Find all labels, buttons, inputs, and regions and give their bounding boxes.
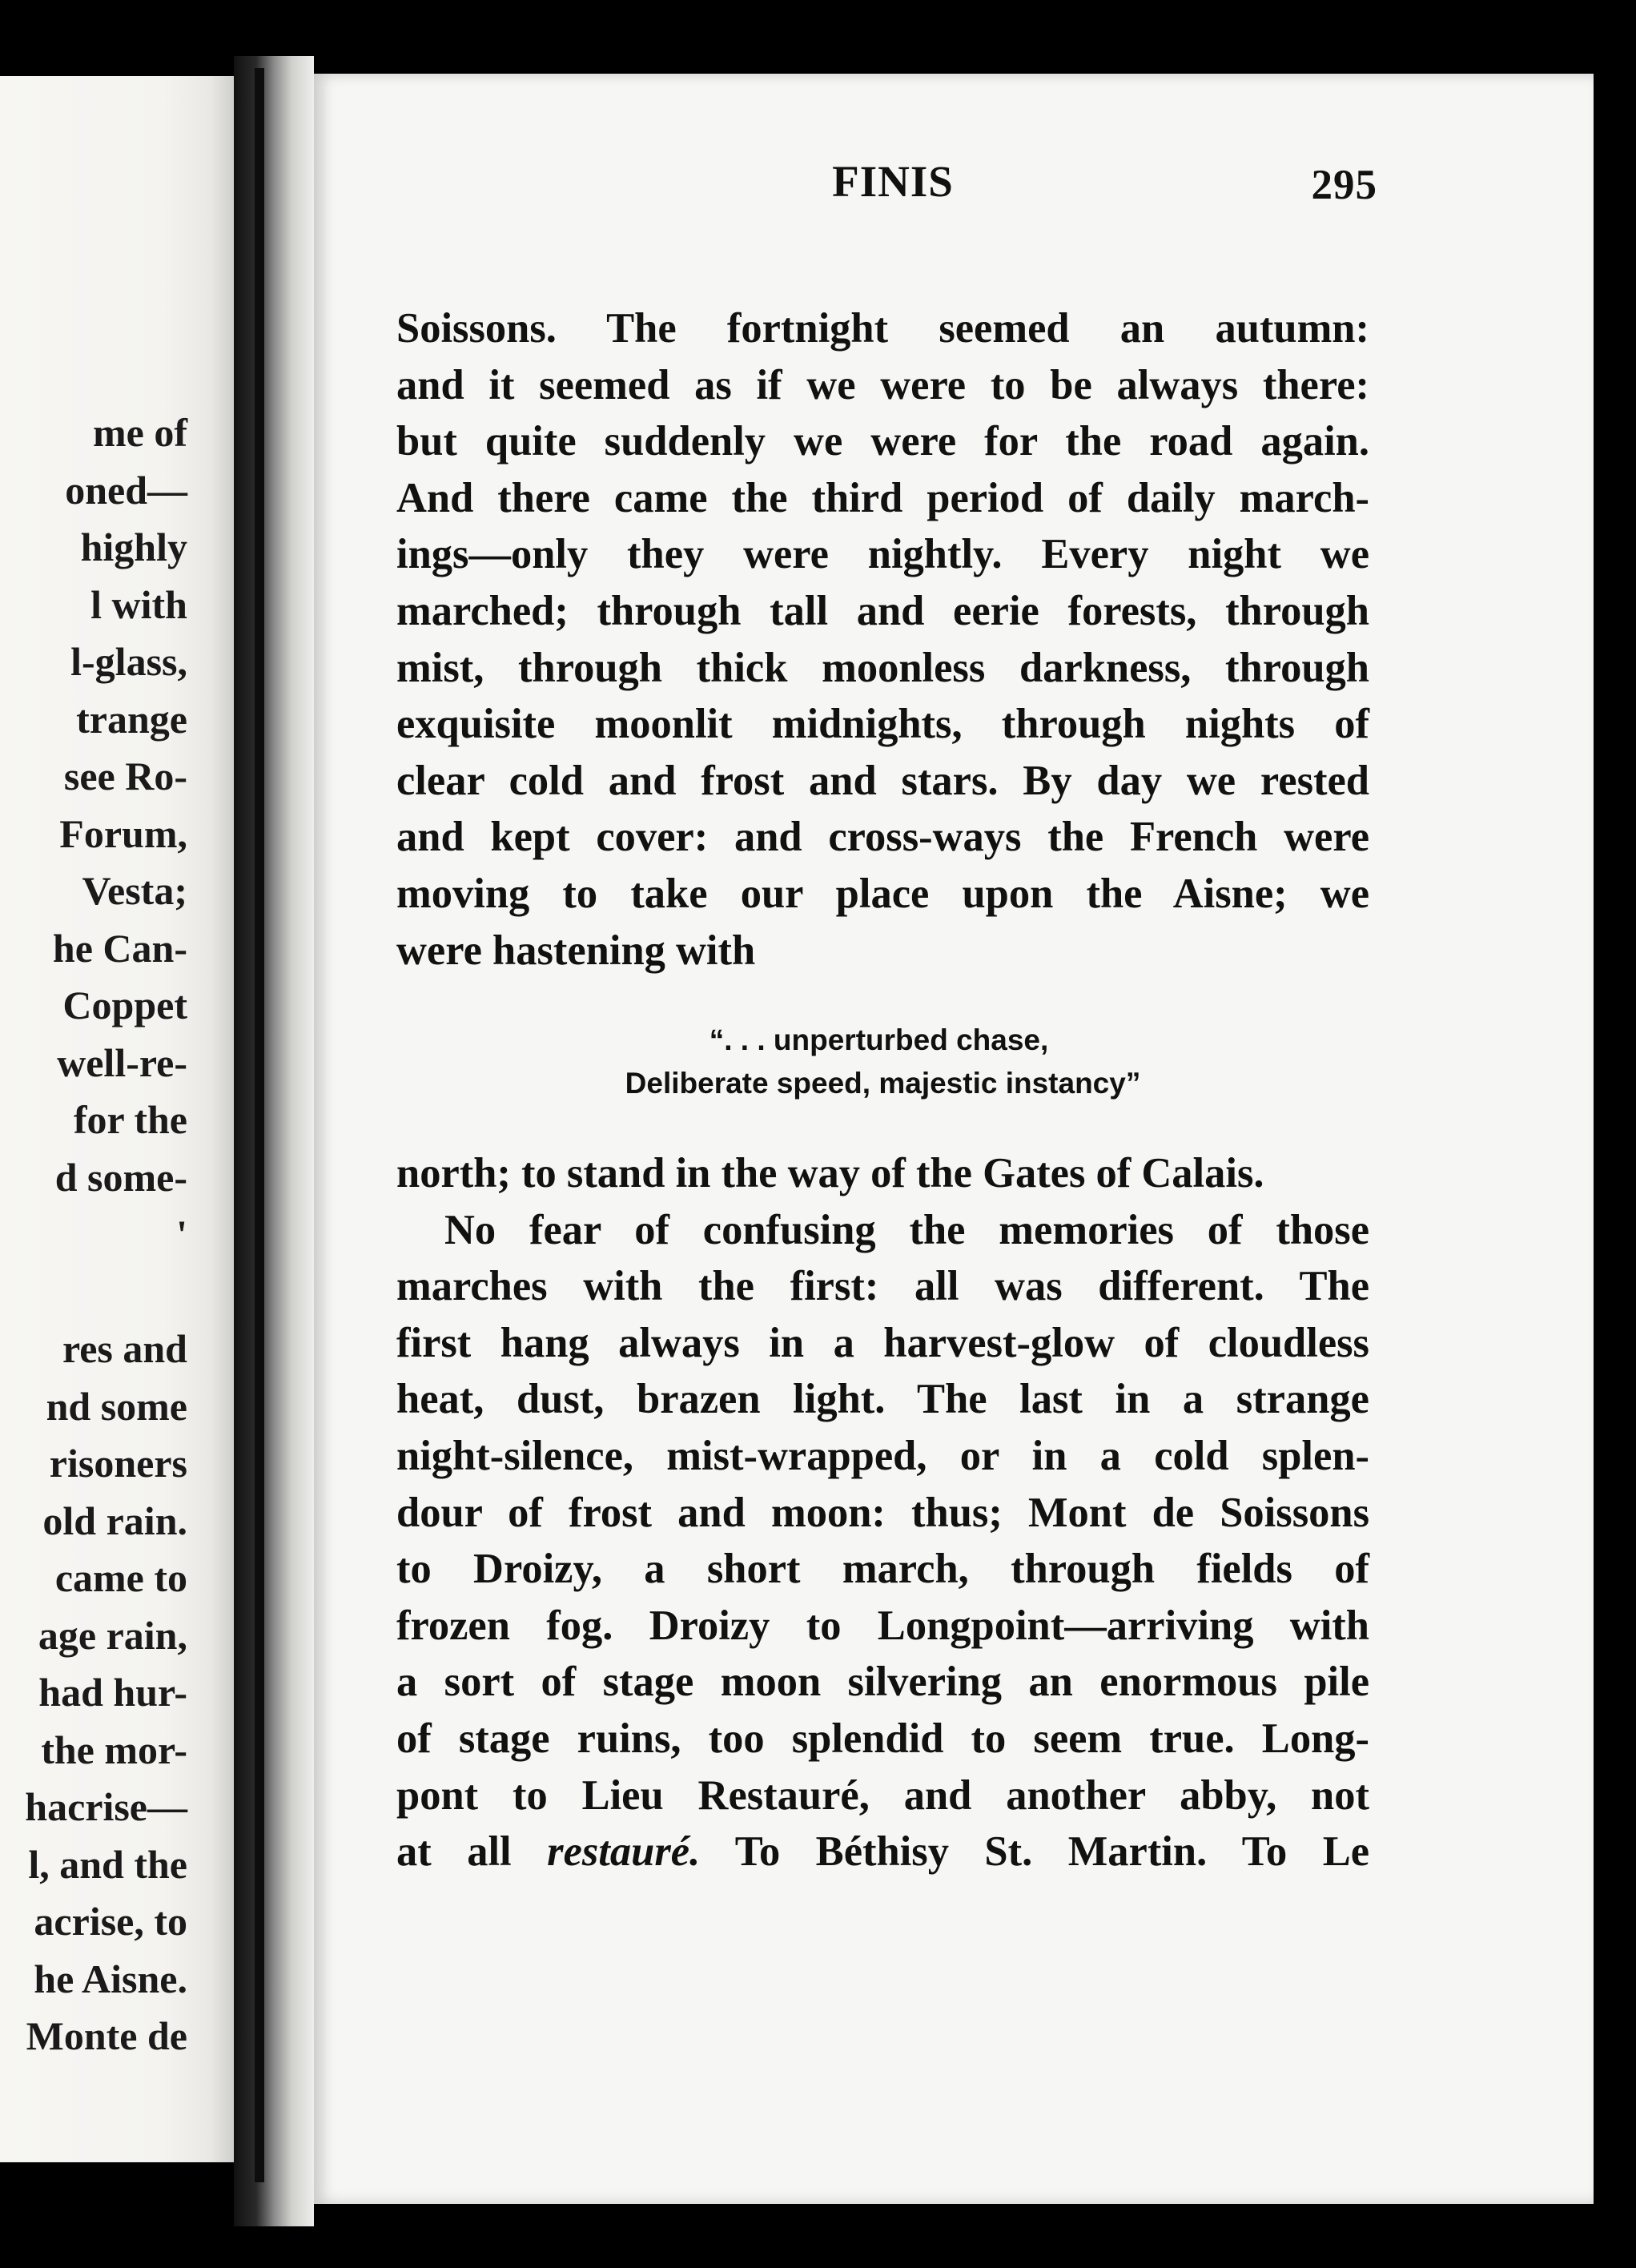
quote-line: Deliberate speed, majestic instancy” — [625, 1067, 1141, 1100]
text-line: dour of frost and moon: thus; Mont de Soissons — [396, 1489, 1369, 1536]
facing-page-line: came to — [54, 1555, 187, 1600]
paragraph — [396, 300, 1369, 979]
facing-page-line: ' — [176, 1212, 187, 1257]
facing-page-line: l with — [90, 581, 187, 627]
text-line: No fear of confusing the memories of those — [444, 1206, 1369, 1253]
text-line: clear cold and frost and stars. By day we rested — [396, 757, 1369, 804]
text-segment: To Béthisy St. Martin. To Le — [700, 1828, 1370, 1876]
running-title: FINIS — [832, 157, 954, 206]
spine-shadow — [255, 68, 264, 2182]
facing-page-line: well-re- — [57, 1040, 187, 1085]
facing-page-line: see Ro- — [63, 754, 187, 798]
facing-page-line: he Aisne. — [34, 1956, 187, 2001]
facing-page-line: for the — [73, 1097, 187, 1142]
page-number: 295 — [1311, 162, 1377, 208]
quote-line: “. . . unperturbed chase, — [709, 1023, 1049, 1056]
text-line: were hastening with — [396, 927, 756, 974]
facing-page-line: acrise, to — [34, 1899, 187, 1944]
page-header — [408, 156, 1377, 220]
facing-page-line: age rain, — [38, 1612, 187, 1658]
facing-page-line: Vesta; — [82, 868, 187, 913]
text-line: heat, dust, brazen light. The last in a strange — [396, 1376, 1369, 1423]
text-line: Soissons. The fortnight seemed an autumn: — [396, 305, 1369, 352]
facing-page-line: Monte de — [26, 2013, 187, 2058]
text-line: a sort of stage moon silvering an enormous pile — [396, 1659, 1369, 1706]
text-line: exquisite moonlit midnights, through nights of — [396, 701, 1369, 748]
facing-page-line: old rain. — [42, 1498, 187, 1543]
text-line: marched; through tall and eerie forests, through — [396, 587, 1369, 634]
facing-page-line: he Can- — [52, 925, 187, 971]
facing-page-line: res and — [62, 1326, 187, 1371]
facing-page-line: me of — [93, 410, 187, 455]
facing-page-line: Forum, — [59, 810, 187, 856]
text-line: first hang always in a harvest-glow of cloudless — [396, 1319, 1369, 1366]
block-quote — [396, 1019, 1369, 1105]
text-line: pont to Lieu Restauré, and another abby, not — [396, 1771, 1369, 1819]
italic-word: restauré. — [547, 1828, 701, 1876]
facing-page-line: l-glass, — [70, 639, 187, 684]
text-line: north; to stand in the way of the Gates of Calais. — [396, 1150, 1264, 1196]
book-gutter — [234, 56, 314, 2226]
facing-page-line: d some- — [54, 1154, 187, 1200]
text-line-last — [396, 1824, 1369, 1880]
text-line: and kept cover: and cross-ways the French were — [396, 814, 1369, 861]
facing-page-line: Coppet — [62, 983, 187, 1027]
text-line: to Droizy, a short march, through fields of — [396, 1546, 1369, 1593]
text-segment: at all — [396, 1828, 548, 1876]
text-line: and it seemed as if we were to be always there: — [396, 361, 1369, 408]
facing-page-line: nd some — [46, 1383, 187, 1429]
facing-page-line: hacrise— — [25, 1784, 187, 1829]
text-line: mist, through thick moonless darkness, through — [396, 644, 1369, 691]
facing-page-text — [0, 404, 234, 2065]
facing-page — [0, 76, 234, 2162]
text-line: moving to take our place upon the Aisne; we — [396, 870, 1369, 917]
paragraph — [396, 1145, 1369, 1880]
facing-page-line: had hur- — [38, 1670, 187, 1715]
text-line: but quite suddenly we were for the road again. — [396, 418, 1369, 465]
facing-page-line: l, and the — [28, 1841, 187, 1887]
text-line: And there came the third period of daily march- — [396, 474, 1369, 521]
text-line: night-silence, mist-wrapped, or in a cold splen- — [396, 1432, 1369, 1479]
facing-page-line: oned— — [65, 467, 187, 513]
facing-page-line: the mor- — [41, 1727, 187, 1772]
text-line: frozen fog. Droizy to Longpoint—arriving with — [396, 1602, 1369, 1649]
text-line: marches with the first: all was different. The — [396, 1263, 1369, 1310]
text-line: ings—only they were nightly. Every night we — [396, 531, 1369, 578]
facing-page-line: risoners — [49, 1441, 187, 1486]
facing-page-line: trange — [76, 696, 187, 742]
facing-page-line: highly — [80, 525, 187, 569]
facing-page-line — [0, 1264, 234, 1321]
text-line: of stage ruins, too splendid to seem true. Long- — [396, 1715, 1369, 1762]
